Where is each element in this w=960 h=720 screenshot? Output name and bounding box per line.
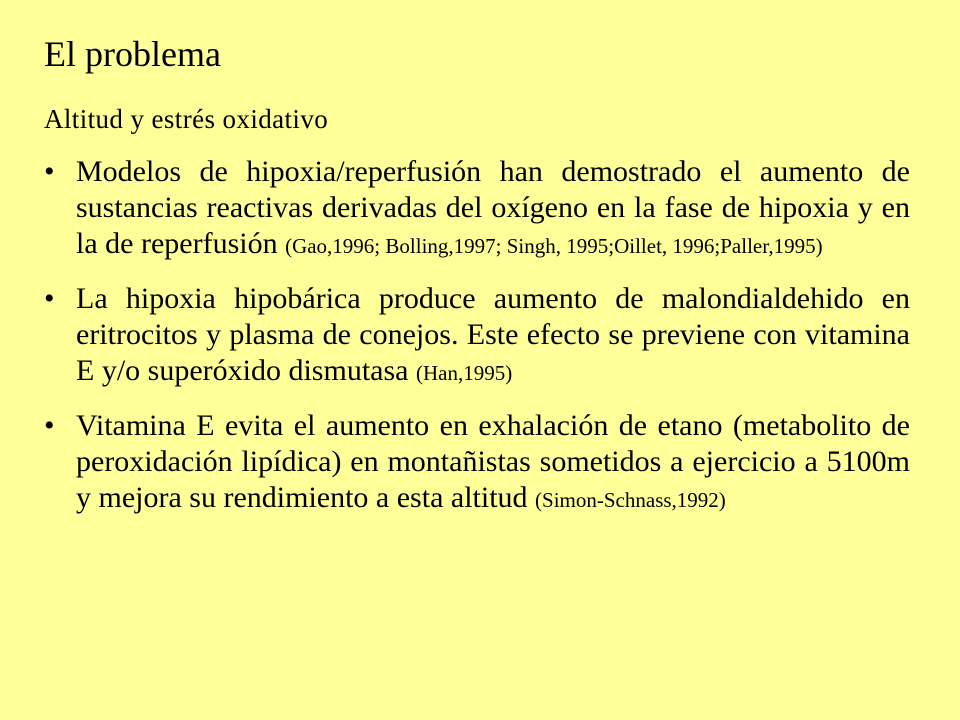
bullet-item-hypoxia-models	[44, 154, 910, 264]
bullet-list	[44, 154, 910, 535]
bullet-text: La hipoxia hipobárica produce aumento de malondialdehido en eritrocitos y plasma de conejos. Este efecto se previene con vitamina E y/o superóxido dismutasa	[76, 282, 910, 387]
bullet-citation: (Gao,1996; Bolling,1997; Singh, 1995;Oillet, 1996;Paller,1995)	[285, 234, 823, 258]
slide-title: El problema	[44, 34, 221, 74]
bullet-citation: (Simon-Schnass,1992)	[535, 488, 726, 512]
bullet-dot-icon: •	[44, 282, 55, 315]
bullet-dot-icon: •	[44, 155, 55, 188]
bullet-item-vitamin-e	[44, 408, 910, 518]
bullet-item-hypobaric-hypoxia	[44, 281, 910, 391]
bullet-text: Vitamina E evita el aumento en exhalación de etano (metabolito de peroxidación lipídica) en montañistas sometidos a ejercicio a 5100m y mejora su rendimiento a esta altitud	[76, 409, 910, 514]
bullet-citation: (Han,1995)	[415, 361, 513, 385]
bullet-dot-icon: •	[44, 409, 55, 442]
bullet-text: Modelos de hipoxia/reperfusión han demostrado el aumento de sustancias reactivas derivadas del oxígeno en la fase de hipoxia y en la de reperfusión	[76, 155, 910, 260]
slide-subtitle: Altitud y estrés oxidativo	[44, 104, 329, 134]
